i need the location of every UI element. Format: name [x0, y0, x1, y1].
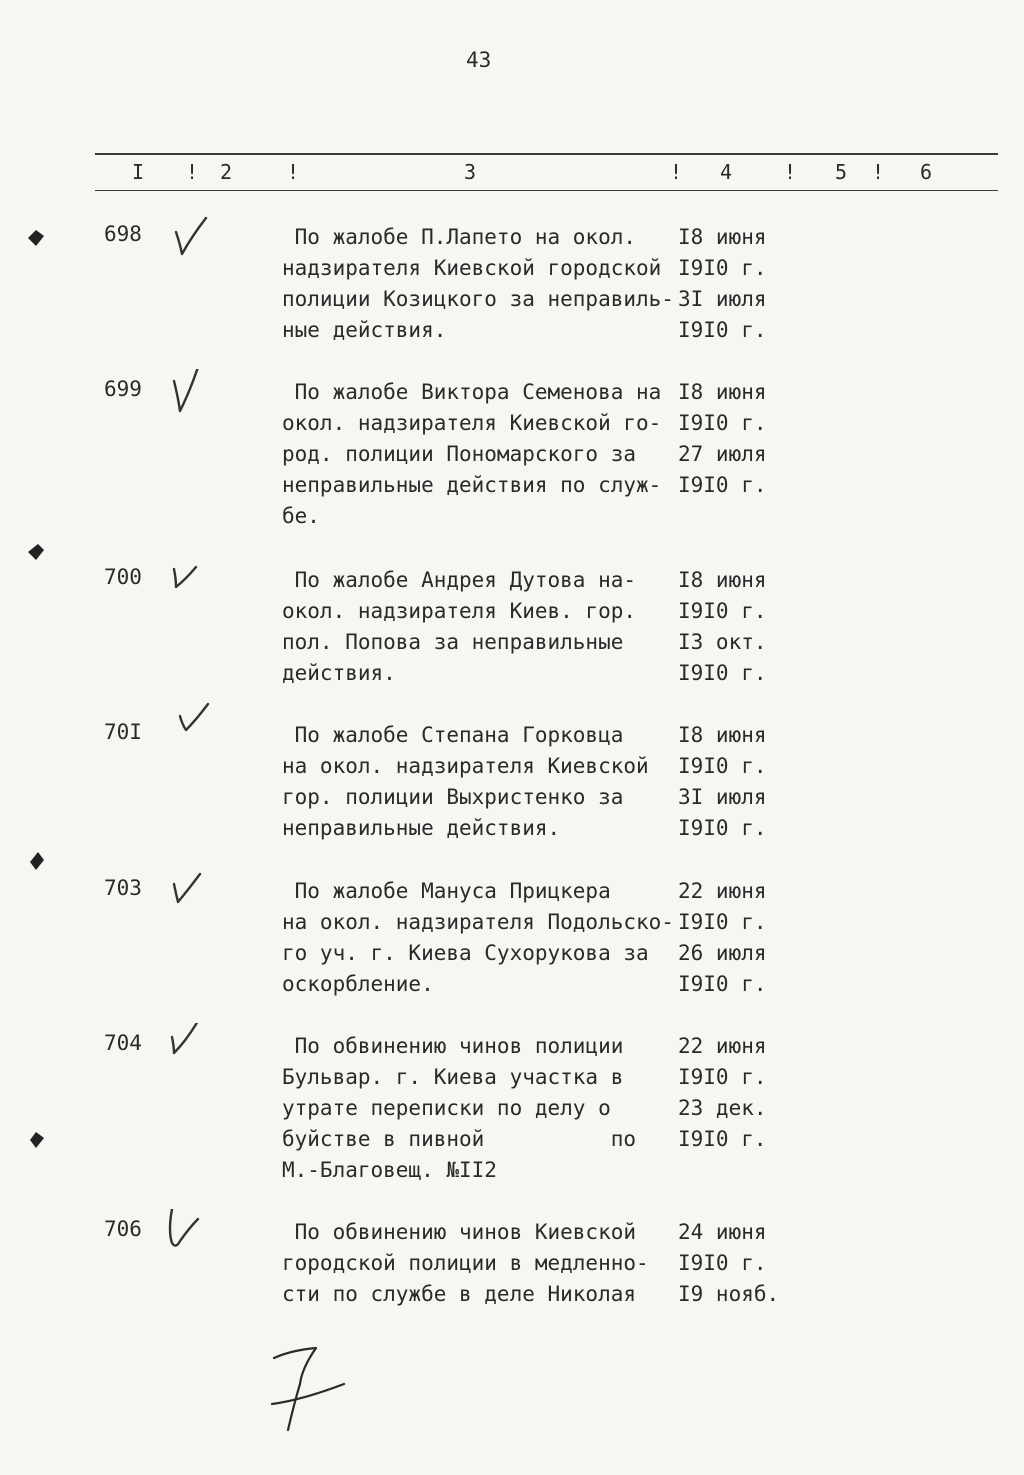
column-header-4: 4 [720, 160, 733, 184]
date-line: I9I0 г. [678, 816, 767, 840]
checkmark-icon [168, 214, 212, 260]
checkmark-icon [168, 1209, 212, 1255]
description-line: неправильные действия по служ- [282, 473, 662, 497]
description-line: окол. надзирателя Киевской го- [282, 411, 662, 435]
binding-mark-icon [24, 226, 48, 248]
record-number: 703 [104, 876, 142, 900]
column-separator: ! [784, 160, 797, 184]
date-line: I9 нояб. [678, 1282, 780, 1306]
description-line: окол. надзирателя Киев. гор. [282, 599, 637, 623]
record-number: 700 [104, 565, 142, 589]
checkmark-icon [172, 698, 216, 744]
date-line: I9I0 г. [678, 910, 767, 934]
date-line: 3I июля [678, 287, 767, 311]
description-line: на окол. надзирателя Подольско- [282, 910, 674, 934]
table-header-rule [95, 190, 998, 191]
description-line: пол. Попова за неправильные [282, 630, 624, 654]
date-line: I9I0 г. [678, 1065, 767, 1089]
record-number: 706 [104, 1217, 142, 1241]
description-line: полиции Козицкого за неправиль- [282, 287, 674, 311]
record-number: 70I [104, 720, 142, 744]
date-line: I9I0 г. [678, 1127, 767, 1151]
date-line: I9I0 г. [678, 599, 767, 623]
date-line: I9I0 г. [678, 661, 767, 685]
binding-mark-icon [24, 1128, 48, 1150]
description-line: городской полиции в медленно- [282, 1251, 649, 1275]
description-line: действия. [282, 661, 396, 685]
date-line: I9I0 г. [678, 318, 767, 342]
page-number: 43 [466, 48, 492, 72]
date-line: I8 июня [678, 380, 767, 404]
date-line: I9I0 г. [678, 754, 767, 778]
description-line: на окол. надзирателя Киевской [282, 754, 649, 778]
record-number: 699 [104, 377, 142, 401]
checkmark-icon [168, 557, 212, 603]
description-line: бе. [282, 504, 320, 528]
description-line: гор. полиции Выхристенко за [282, 785, 624, 809]
description-line: утрате переписки по делу о [282, 1096, 611, 1120]
binding-mark-icon [24, 540, 48, 562]
date-line: I8 июня [678, 225, 767, 249]
date-line: 27 июля [678, 442, 767, 466]
description-line: М.-Благовещ. №II2 [282, 1158, 497, 1182]
description-line: По обвинению чинов Киевской [282, 1220, 637, 1244]
description-line: Бульвар. г. Киева участка в [282, 1065, 624, 1089]
column-header-5: 5 [835, 160, 848, 184]
checkmark-icon [168, 369, 212, 415]
date-line: I9I0 г. [678, 972, 767, 996]
column-header-3: 3 [464, 160, 477, 184]
date-line: 3I июля [678, 785, 767, 809]
description-line: род. полиции Пономарского за [282, 442, 637, 466]
date-line: 22 июня [678, 879, 767, 903]
table-top-rule [95, 153, 998, 155]
date-line: I3 окт. [678, 630, 767, 654]
record-number: 704 [104, 1031, 142, 1055]
date-line: 24 июня [678, 1220, 767, 1244]
description-line: буйстве в пивной по [282, 1127, 637, 1151]
description-line: неправильные действия. [282, 816, 561, 840]
column-separator: ! [670, 160, 683, 184]
binding-mark-icon [24, 850, 48, 872]
column-header-6: 6 [920, 160, 933, 184]
date-line: I9I0 г. [678, 473, 767, 497]
date-line: I9I0 г. [678, 411, 767, 435]
date-line: I8 июня [678, 568, 767, 592]
handwritten-mark-icon [262, 1344, 362, 1444]
column-header-1: I [132, 160, 145, 184]
date-line: 26 июля [678, 941, 767, 965]
date-line: I9I0 г. [678, 256, 767, 280]
checkmark-icon [168, 868, 212, 914]
date-line: 23 дек. [678, 1096, 767, 1120]
description-line: оскорбление. [282, 972, 434, 996]
description-line: надзирателя Киевской городской [282, 256, 662, 280]
date-line: I9I0 г. [678, 1251, 767, 1275]
checkmark-icon [168, 1023, 212, 1069]
description-line: По жалобе П.Лапето на окол. [282, 225, 637, 249]
description-line: По обвинению чинов полиции [282, 1034, 624, 1058]
column-separator: ! [186, 160, 199, 184]
description-line: По жалобе Виктора Семенова на [282, 380, 662, 404]
description-line: По жалобе Мануса Прицкера [282, 879, 611, 903]
description-line: По жалобе Андрея Дутова на- [282, 568, 637, 592]
description-line: ные действия. [282, 318, 447, 342]
date-line: I8 июня [678, 723, 767, 747]
record-number: 698 [104, 222, 142, 246]
description-line: По жалобе Степана Горковца [282, 723, 624, 747]
date-line: 22 июня [678, 1034, 767, 1058]
column-separator: ! [287, 160, 300, 184]
column-header-2: 2 [220, 160, 233, 184]
description-line: сти по службе в деле Николая [282, 1282, 637, 1306]
description-line: го уч. г. Киева Сухорукова за [282, 941, 649, 965]
column-separator: ! [872, 160, 885, 184]
